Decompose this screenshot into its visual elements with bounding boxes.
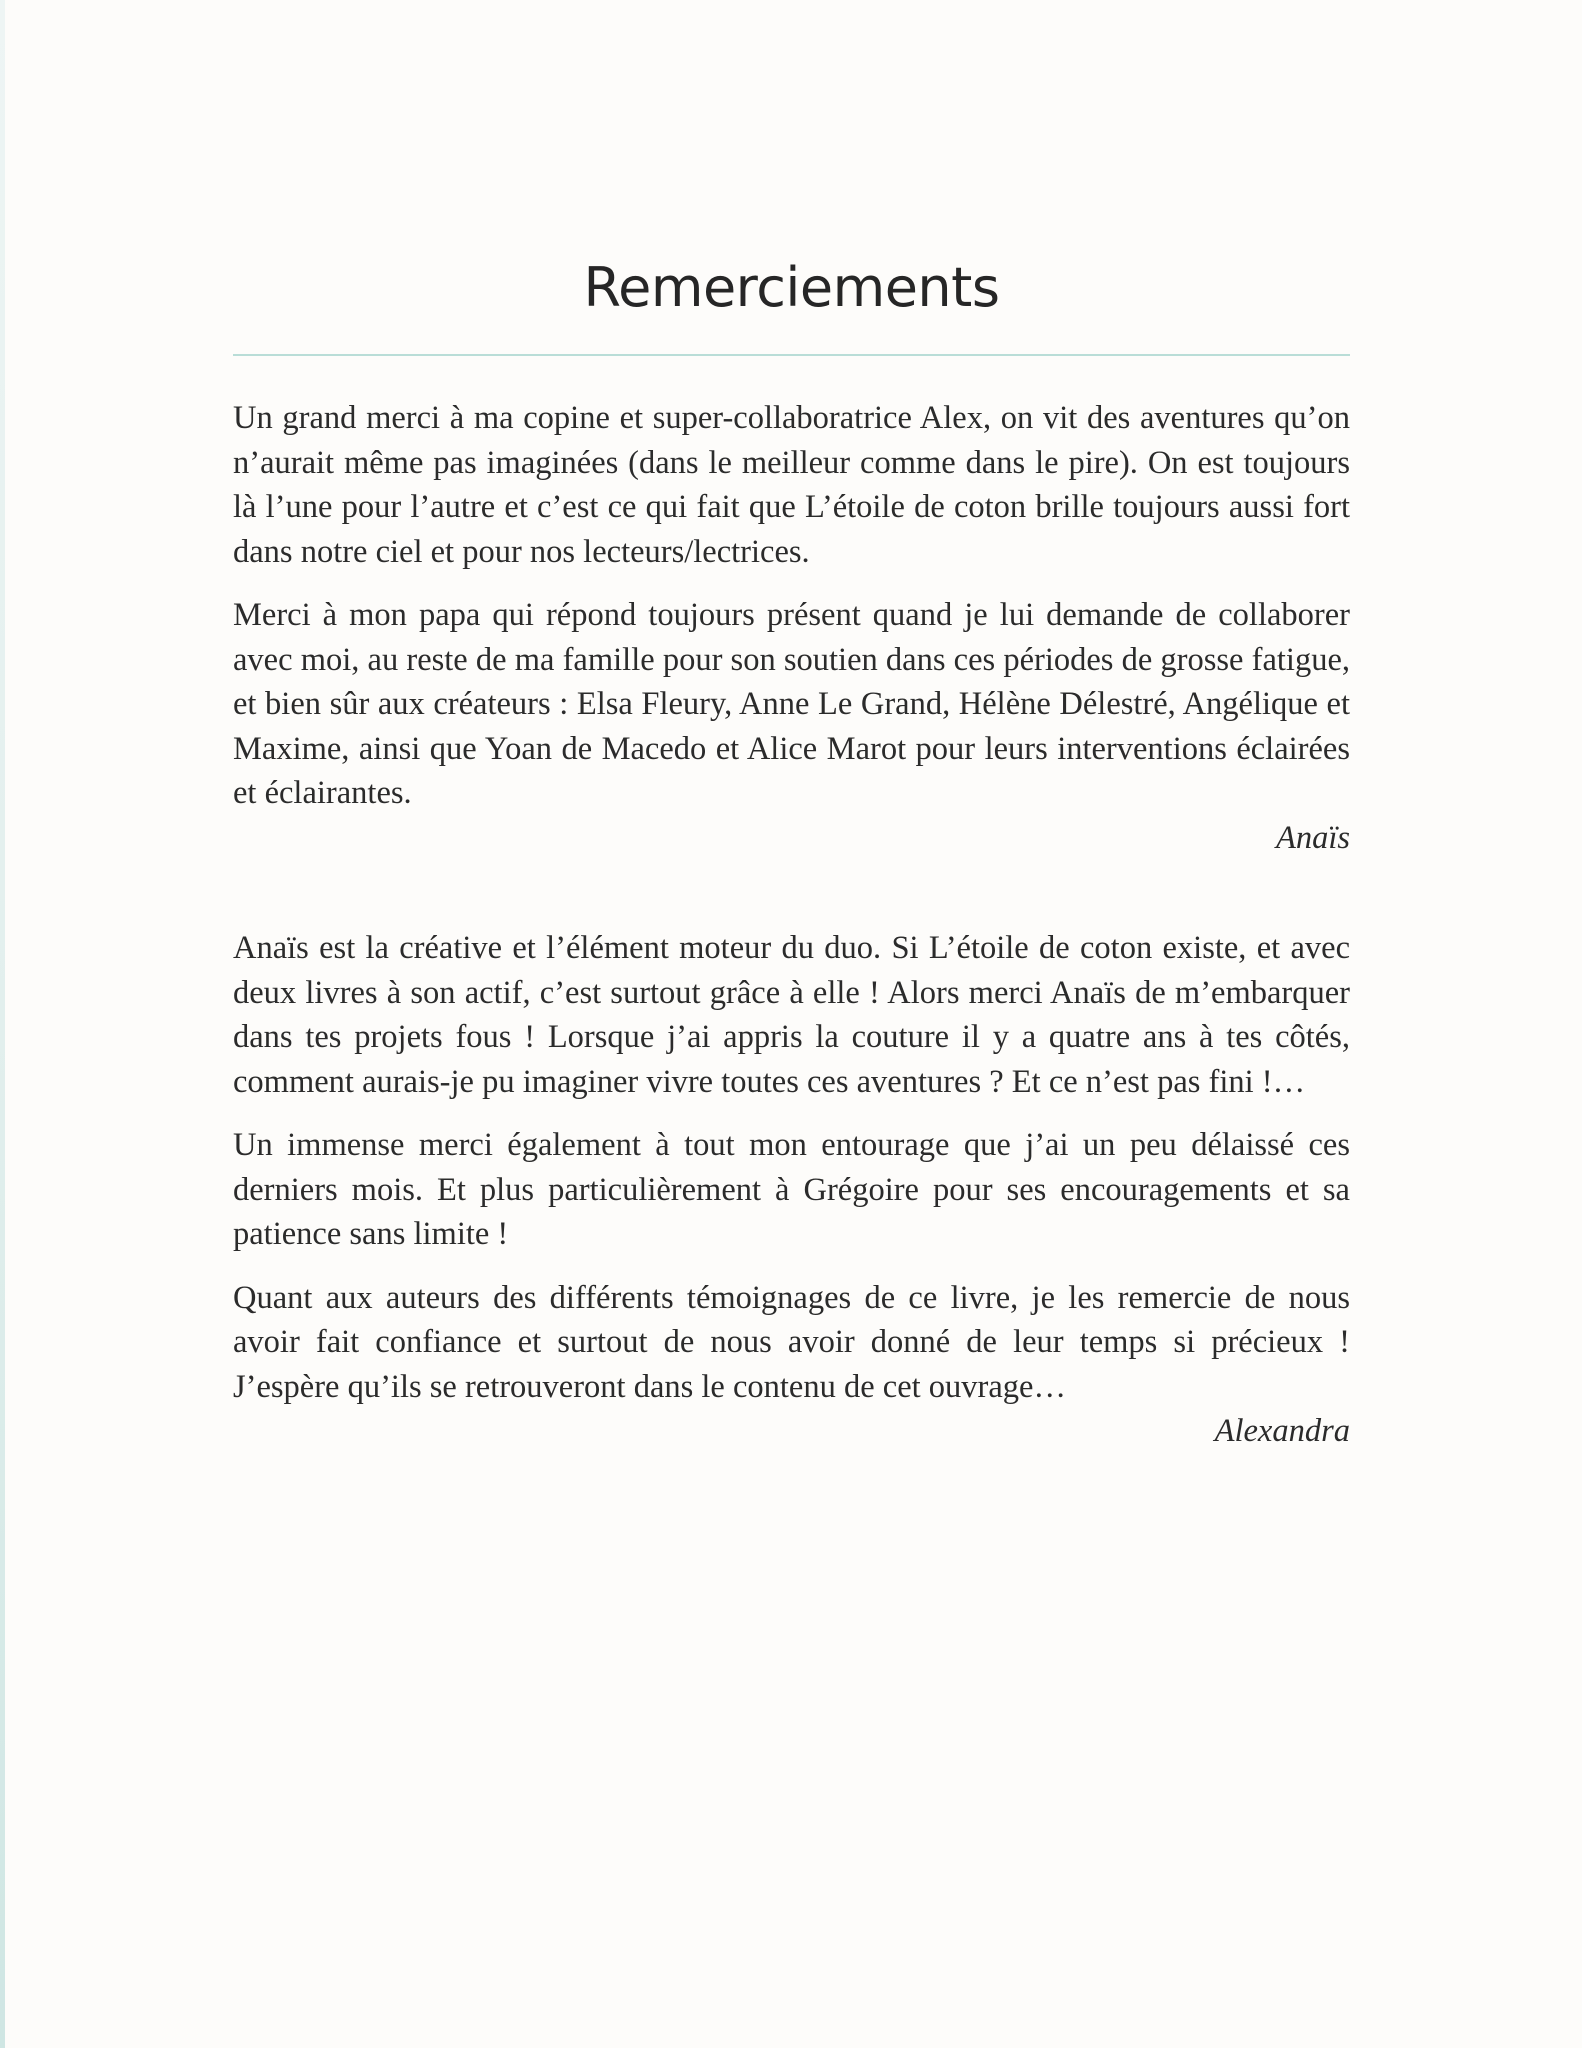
page-title: Remerciements	[583, 256, 1000, 319]
paragraph-alexandra-1: Anaïs est la créative et l’élément moteur du duo. Si L’étoile de coton existe, et avec deux livres à son actif, c’est surtout grâce à elle ! Alors merci Anaïs de m’embarquer dans tes projets fous ! Lorsque j’ai appris la couture il y a quatre ans à tes côtés, comment aurais-je pu imaginer vivre toutes ces aventures ? Et ce n’est pas fini !…	[233, 930, 1350, 1100]
paragraph-anais-1: Un grand merci à ma copine et super-collaboratrice Alex, on vit des aventures qu’on n’aurait même pas imaginées (dans le meilleur comme dans le pire). On est toujours là l’une pour l’autre et c’est ce qui fait que L’étoile de coton brille toujours aussi fort dans notre ciel et pour nos lecteurs/lectrices.	[233, 400, 1350, 570]
paragraph-anais-2: Merci à mon papa qui répond toujours présent quand je lui demande de collaborer avec moi, au reste de ma famille pour son soutien dans ces périodes de grosse fatigue, et bien sûr aux créateurs : Elsa Fleury, Anne Le Grand, Hélène Délestré, Angélique et Maxime, ainsi que Yoan de Macedo et Alice Marot pour leurs interventions éclairées et éclairantes.	[233, 597, 1350, 811]
acknowledgements-page	[233, 248, 1350, 1454]
page-edge-strip	[0, 0, 5, 2048]
signature-anais: Anaïs	[1275, 819, 1350, 856]
section-anais	[233, 396, 1350, 860]
paragraph-alexandra-2: Un immense merci également à tout mon entourage que j’ai un peu délaissé ces derniers mois. Et plus particulièrement à Grégoire pour ses encouragements et sa patience sans limite !	[233, 1127, 1350, 1252]
section-alexandra	[233, 926, 1350, 1454]
title-divider	[233, 354, 1350, 356]
paragraph-alexandra-3: Quant aux auteurs des différents témoignages de ce livre, je les remercie de nous avoir fait confiance et surtout de nous avoir donné de leur temps si précieux ! J’espère qu’ils se retrouveront dans le contenu de cet ouvrage…	[233, 1279, 1350, 1405]
signature-alexandra: Alexandra	[1214, 1413, 1350, 1449]
